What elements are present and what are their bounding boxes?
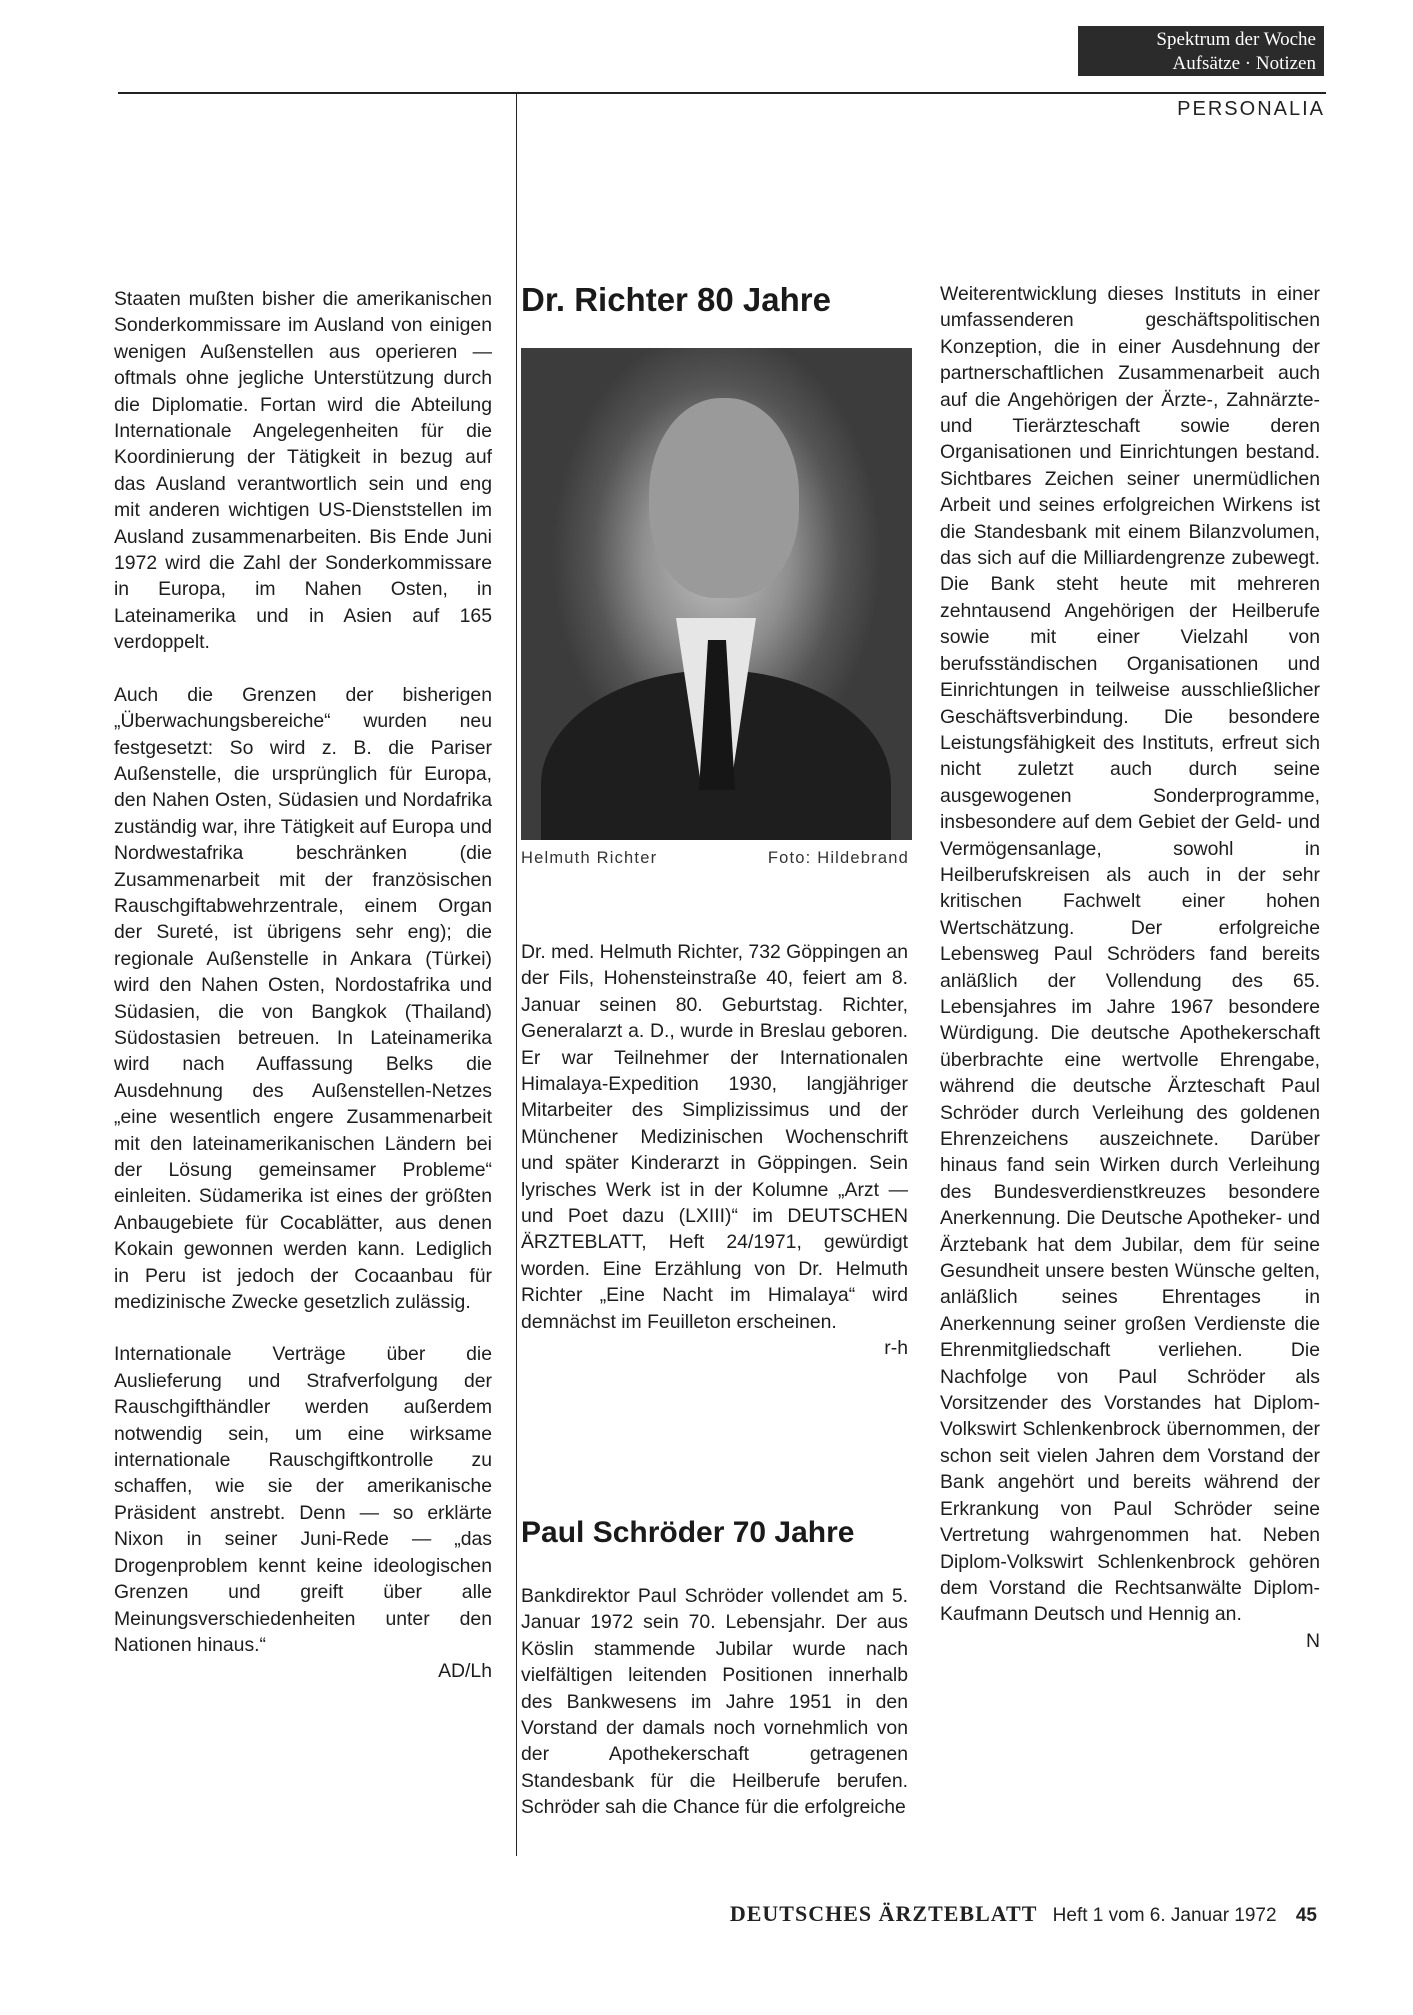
photo-caption bbox=[521, 849, 909, 868]
left-paragraph-2: Auch die Grenzen der bisherigen „Überwachungsbereiche“ wurden neu festgesetzt: So wird z. B. die Pariser Außenstelle, die ursprünglich für Europa, den Nahen Osten, Südasien und Nordafrika zuständig war, ihre Tätigkeit auf Europa und Nordwestafrika beschränken (die Zusammenarbeit mit der französischen Rauschgiftabwehrzentrale, einem Organ der Sureté, ist übrigens sehr eng); die regionale Außenstelle in Ankara (Türkei) wird den Nahen Osten, Nordostafrika und Südasien, die von Bangkok (Thailand) Südostasien betreuen. In Lateinamerika wird nach Auffassung Belks die Ausdehnung des Außenstellen-Netzes „eine wesentlich engere Zusammenarbeit mit den lateinamerikanischen Ländern bei der Lösung gemeinsamer Probleme“ einleiten. Südamerika ist eines der größten Anbaugebiete für Cocablätter, aus denen Kokain gewonnen werden kann. Lediglich in Peru ist jedoch der Cocaanbau für medizinische Zwecke gesetzlich zulässig. bbox=[114, 683, 492, 1314]
left-column bbox=[114, 286, 492, 1685]
column-divider bbox=[516, 92, 517, 1856]
schroeder-paragraph-start: Bankdirektor Paul Schröder vollendet am 5. Januar 1972 sein 70. Lebensjahr. Der aus Köslin stammende Jubilar wurde nach vielfältigen leitenden Positionen innerhalb des Bankwesens im Jahre 1951 in den Vorstand der damals noch vornehmlich von der Apothekerschaft getragenen Standesbank für die Heilberufe berufen. Schröder sah die Chance für die erfolgreiche bbox=[521, 1585, 908, 1819]
richter-paragraph bbox=[521, 939, 908, 1362]
portrait-photo bbox=[521, 348, 912, 840]
top-rule bbox=[118, 92, 1326, 94]
header-line-1: Spektrum der Woche bbox=[1156, 29, 1316, 50]
middle-heading-2-wrap bbox=[521, 1513, 855, 1553]
left-paragraph-3 bbox=[114, 1341, 492, 1684]
left-paragraph-1: Staaten mußten bisher die amerikanischen Sonderkommissare im Ausland von einigen wenigen Außenstellen aus operieren — oftmals ohne jegliche Unterstützung durch die Diplomatie. Fortan wird die Abteilung Internationale Angelegenheiten für die Koordinierung der Tätigkeit in bezug auf das Ausland verantwortlich sein und eng mit anderen wichtigen US-Dienststellen im Ausland zusammenarbeiten. Bis Ende Juni 1972 wird die Zahl der Sonderkommissare in Europa, im Nahen Osten, in Lateinamerika und in Asien auf 165 verdoppelt. bbox=[114, 288, 492, 654]
section-label: PERSONALIA bbox=[1177, 98, 1325, 120]
page-footer bbox=[730, 1901, 1317, 1927]
article-heading-schroeder: Paul Schröder 70 Jahre bbox=[521, 1516, 855, 1549]
richter-article-body bbox=[521, 939, 908, 1362]
caption-name: Helmuth Richter bbox=[521, 849, 658, 867]
article-heading-richter: Dr. Richter 80 Jahre bbox=[521, 281, 831, 318]
caption-credit: Foto: Hildebrand bbox=[767, 849, 909, 867]
journal-name: DEUTSCHES ÄRZTEBLATT bbox=[729, 1901, 1038, 1926]
richter-paragraph-text: Dr. med. Helmuth Richter, 732 Göppingen an der Fils, Hohensteinstraße 40, feiert am 8. Januar seinen 80. Geburtstag. Richter, Generalarzt a. D., wurde in Breslau geboren. Er war Teilnehmer der Internationalen Himalaya-Expedition 1930, langjähriger Mitarbeiter des Simplizissimus und der Münchener Medizinischen Wochenschrift und später Kinderarzt in Göppingen. Sein lyrisches Werk ist in der Kolumne „Arzt — und Poet dazu (LXIII)“ im DEUTSCHEN ÄRZTEBLATT, Heft 24/1971, gewürdigt worden. Eine Erzählung von Dr. Helmuth Richter „Eine Nacht im Himalaya“ wird demnächst im Feuilleton erscheinen. bbox=[521, 941, 908, 1333]
header-line-2: Aufsätze · Notizen bbox=[1172, 53, 1316, 74]
middle-heading-1-wrap bbox=[521, 280, 908, 320]
left-paragraph-3-text: Internationale Verträge über die Auslieferung und Strafverfolgung der Rauschgifthändler werden außerdem notwendig sein, um eine wirksame internationale Rauschgiftkontrolle zu schaffen, wie sie der amerikanische Präsident anstrebt. Denn — so erklärte Nixon in seiner Juni-Rede — „das Drogenproblem kennt keine ideologischen Grenzen und greift über alle Meinungsverschiedenheiten unter den Nationen hinaus.“ bbox=[114, 1343, 492, 1656]
section-header-badge bbox=[1078, 26, 1324, 76]
page-number: 45 bbox=[1295, 1905, 1317, 1926]
right-column bbox=[940, 281, 1320, 1654]
left-signature: AD/Lh bbox=[438, 1660, 492, 1683]
schroeder-article-body bbox=[521, 1583, 908, 1821]
schroeder-paragraph-continued bbox=[940, 281, 1320, 1654]
right-signature: N bbox=[1305, 1629, 1320, 1652]
richter-signature: r-h bbox=[884, 1337, 908, 1360]
schroeder-continued-text: Weiterentwicklung dieses Instituts in einer umfassenderen geschäftspolitischen Konzeption, die in einer Ausdehnung der partnerschaftlichen Zusammenarbeit auch auf die Angehörigen der Ärzte-, Zahnärzte- und Tierärzteschaft sowie deren Organisationen und Einrichtungen bestand. Sichtbares Zeichen seiner unermüdlichen Arbeit und seines erfolgreichen Wirkens ist die Standesbank mit einem Bilanzvolumen, das sich auf die Milliardengrenze zubewegt. Die Bank steht heute mit mehreren zehntausend Angehörigen der Heilberufe sowie mit einer Vielzahl von berufsständischen Organisationen und Einrichtungen in teilweise ausschließlicher Geschäftsverbindung. Die besondere Leistungsfähigkeit des Instituts, erfreut sich nicht zuletzt auch durch seine ausgewogenen Sonderprogramme, insbesondere auf dem Gebiet der Geld- und Vermögensanlage, sowohl in Heilberufskreisen als auch in der sehr kritischen Fachwelt einer hohen Wertschätzung. Der erfolgreiche Lebensweg Paul Schröders fand bereits anläßlich der Vollendung des 65. Lebensjahres im Jahre 1967 besondere Würdigung. Die deutsche Apothekerschaft überbrachte eine wertvolle Ehrengabe, während die deutsche Ärzteschaft Paul Schröder durch Verleihung des goldenen Ehrenzeichens auszeichnete. Darüber hinaus fand sein Wirken durch Verleihung des Bundesverdienstkreuzes besondere Anerkennung. Die Deutsche Apotheker- und Ärztebank hat dem Jubilar, dem für seine Gesundheit unsere besten Wünsche gelten, anläßlich seines Ehrentages in Anerkennung seiner großen Verdienste die Ehrenmitgliedschaft verliehen. Die Nachfolge von Paul Schröder als Vorsitzender des Vorstandes hat Diplom-Volkswirt Schlenkenbrock übernommen, der schon seit vielen Jahren dem Vorstand der Bank angehört und bereits während der Erkrankung von Paul Schröder seine Vertretung wahrgenommen hat. Neben Diplom-Volkswirt Schlenkenbrock gehören dem Vorstand die Rechtsanwälte Diplom-Kaufmann Deutsch und Hennig an. bbox=[940, 283, 1320, 1626]
issue-info: Heft 1 vom 6. Januar 1972 bbox=[1052, 1905, 1277, 1926]
